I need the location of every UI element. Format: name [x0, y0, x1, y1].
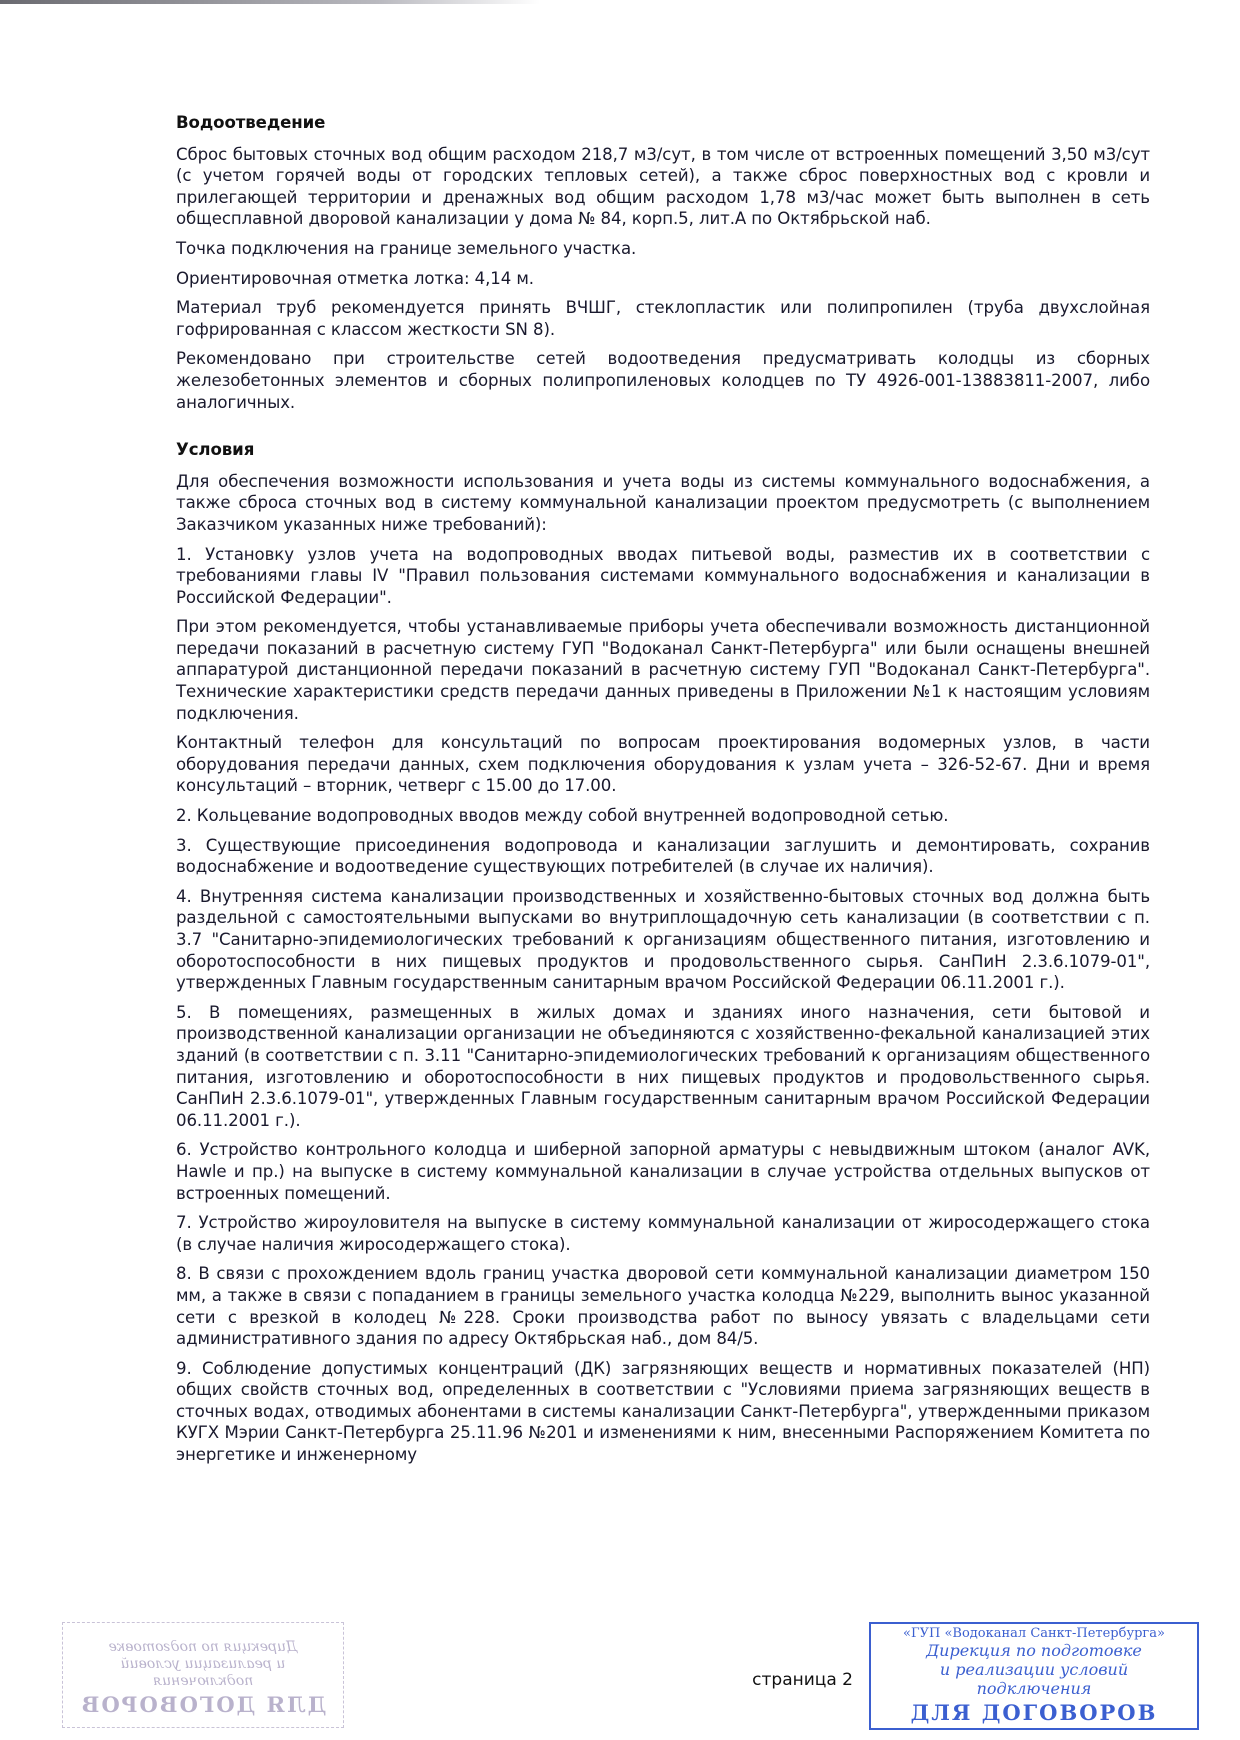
- scan-edge-shadow: [0, 0, 540, 4]
- section-conditions: [176, 439, 1150, 1466]
- ghost-stamp-line: и реализации условий: [120, 1656, 286, 1672]
- paragraph: 8. В связи с прохождением вдоль границ участка дворовой сети коммунальной канализации диаметром 150 мм, а также в связи с попаданием в границы земельного участка колодца №229, выполнить вынос указанной сети с врезкой в колодец №228. Сроки производства работ по выносу увязать с владельцами сети административного здания по адресу Октябрьская наб., дом 84/5.: [176, 1264, 1150, 1349]
- paragraph: 9. Соблюдение допустимых концентраций (ДК) загрязняющих веществ и нормативных показателей (НП) общих свойств сточных вод, определенных в соответствии с "Условиями приема загрязняющих веществ в сточных водах, отводимых абонентами в системы канализации Санкт-Петербурга", утвержденными приказом КУГХ Мэрии Санкт-Петербурга 25.11.96 №201 и изменениями к ним, внесенными Распоряжением Комитета по энергетике и инженерному: [176, 1358, 1150, 1465]
- paragraph: 7. Устройство жироуловителя на выпуске в систему коммунальной канализации от жиросодержащего стока (в случае наличия жиросодержащего стока).: [176, 1213, 1150, 1254]
- section-drainage: [176, 112, 1150, 413]
- paragraph: 1. Установку узлов учета на водопроводных вводах питьевой воды, разместив их в соответствии с требованиями главы IV "Правил пользования системами коммунального водоснабжения и канализации в Российской Федерации".: [176, 544, 1150, 607]
- paragraph: 3. Существующие присоединения водопровода и канализации заглушить и демонтировать, сохранив водоснабжение и водоотведение существующих потребителей (в случае их наличия).: [176, 835, 1150, 877]
- ghost-stamp-title: ДЛЯ ДОГОВОРОВ: [79, 1692, 327, 1717]
- paragraph: Рекомендовано при строительстве сетей водоотведения предусматривать колодцы из сборных железобетонных элементов и сборных полипропиленовых колодцев по ТУ 4926-001-13883811-2007, либо аналогичных.: [176, 349, 1150, 412]
- paragraph: 6. Устройство контрольного колодца и шиберной запорной арматуры с невыдвижным штоком (аналог AVK, Hawle и пр.) на выпуске в систему коммунальной канализации в случае устройства отдельных выпусков от встроенных помещений.: [176, 1140, 1150, 1203]
- paragraph: Материал труб рекомендуется принять ВЧШГ, стеклопластик или полипропилен (труба двухслойная гофрированная с классом жесткости SN 8).: [176, 298, 1150, 339]
- section-heading-conditions: Условия: [176, 440, 255, 460]
- paragraph: Сброс бытовых сточных вод общим расходом 218,7 м3/сут, в том числе от встроенных помещений 3,50 м3/сут (с учетом горячей воды от городских тепловых сетей), а также сброс поверхностных вод с кровли и прилегающей территории и дренажных вод общим расходом 1,78 м3/час может быть выполнен в сеть общесплавной дворовой канализации у дома № 84, корп.5, лит.А по Октябрьской наб.: [176, 144, 1150, 229]
- paragraph: 4. Внутренняя система канализации производственных и хозяйственно-бытовых сточных вод должна быть раздельной с самостоятельными выпусками во внутриплощадочную сеть канализации (в соответствии с п. 3.7 "Санитарно-эпидемиологических требований к организациям общественного питания, изготовлению и оборотоспособности в них пищевых продуктов и продовольственного сырья. СанПиН 2.3.6.1079-01", утвержденных Главным государственным санитарным врачом Российской Федерации 06.11.2001 г.).: [176, 886, 1150, 993]
- page-number: страница 2: [752, 1670, 853, 1690]
- document-page: [176, 112, 1150, 1474]
- stamp-line: подключения: [976, 1679, 1092, 1698]
- ghost-stamp-mirrored: [62, 1622, 344, 1728]
- ghost-stamp-line: Дирекция по подготовке: [108, 1639, 298, 1655]
- paragraph: 2. Кольцевание водопроводных вводов между собой внутренней водопроводной сетью.: [176, 806, 949, 826]
- paragraph: Ориентировочная отметка лотка: 4,14 м.: [176, 268, 534, 288]
- footer-row: [62, 1622, 1199, 1732]
- stamp-line: и реализации условий: [939, 1660, 1129, 1679]
- approval-stamp: [869, 1622, 1199, 1730]
- ghost-stamp-line: подключения: [152, 1673, 254, 1689]
- stamp-title: ДЛЯ ДОГОВОРОВ: [910, 1700, 1158, 1725]
- paragraph: При этом рекомендуется, чтобы устанавливаемые приборы учета обеспечивали возможность дистанционной передачи показаний в расчетную систему ГУП "Водоканал Санкт-Петербурга" или были оснащены внешней аппаратурой дистанционной передачи показаний в расчетную систему ГУП "Водоканал Санкт-Петербурга". Технические характеристики средств передачи данных приведены в Приложении №1 к настоящим условиям подключения.: [176, 617, 1150, 723]
- paragraph: Для обеспечения возможности использования и учета воды из системы коммунального водоснабжения, а также сброса сточных вод в систему коммунальной канализации проектом предусмотреть (с выполнением Заказчиком указанных ниже требований):: [176, 471, 1150, 534]
- stamp-organization: «ГУП «Водоканал Санкт-Петербурга»: [903, 1626, 1165, 1641]
- stamp-line: Дирекция по подготовке: [926, 1641, 1142, 1660]
- paragraph: Контактный телефон для консультаций по вопросам проектирования водомерных узлов, в части оборудования передачи данных, схем подключения оборудования к узлам учета – 326-52-67. Дни и время консультаций – вторник, четверг с 15.00 до 17.00.: [176, 733, 1150, 796]
- paragraph: 5. В помещениях, размещенных в жилых домах и зданиях иного назначения, сети бытовой и производственной канализации организации не объединяются с хозяйственно-фекальной канализацией этих зданий (в соответствии с п. 3.11 "Санитарно-эпидемиологических требований к организациям общественного питания, изготовлению и оборотоспособности в них пищевых продуктов и продовольственного сырья. СанПиН 2.3.6.1079-01", утвержденных Главным государственным санитарным врачом Российской Федерации 06.11.2001 г.).: [176, 1002, 1150, 1130]
- section-heading-drainage: Водоотведение: [176, 113, 326, 132]
- paragraph: Точка подключения на границе земельного участка.: [176, 238, 637, 258]
